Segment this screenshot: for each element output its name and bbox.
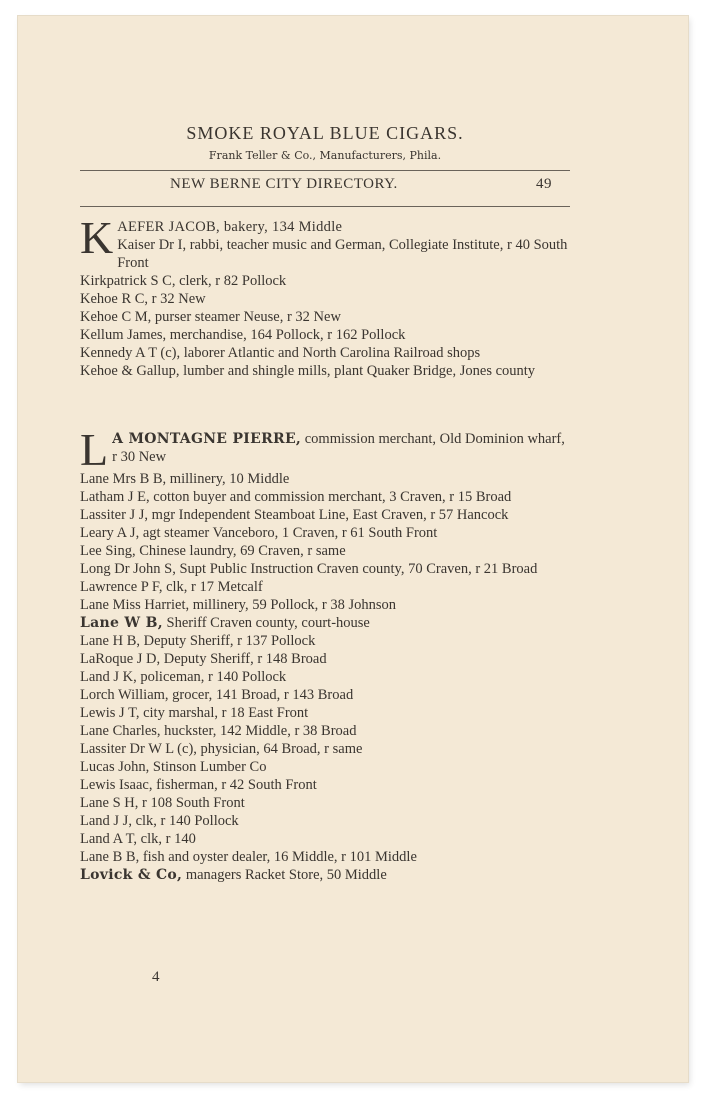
running-header — [80, 176, 570, 200]
list-item: Land J K, policeman, r 140 Pollock — [80, 669, 287, 685]
ad-subtitle: Frank Teller & Co., Manufacturers, Phila. — [208, 149, 442, 162]
list-item: Lawrence P F, clk, r 17 Metcalf — [80, 579, 263, 595]
header-rule-top — [80, 170, 570, 171]
list-item: Land A T, clk, r 140 — [80, 831, 196, 847]
ad-title: SMOKE ROYAL BLUE CIGARS. — [186, 123, 464, 143]
list-item: Latham J E, cotton buyer and commission merchant, 3 Craven, r 15 Broad — [80, 489, 512, 505]
list-item-bold: Lane W B, Sheriff Craven county, court-house — [80, 615, 370, 631]
list-item: Kirkpatrick S C, clerk, r 82 Pollock — [80, 273, 287, 289]
list-item: Lane H B, Deputy Sheriff, r 137 Pollock — [80, 633, 316, 649]
directory-page — [18, 16, 688, 1082]
list-item: Land J J, clk, r 140 Pollock — [80, 813, 239, 829]
list-item: Leary A J, agt steamer Vanceboro, 1 Craven, r 61 South Front — [80, 525, 438, 541]
section-l-entries-b — [80, 632, 570, 866]
list-item: Kellum James, merchandise, 164 Pollock, r 162 Pollock — [80, 327, 406, 343]
list-item: Long Dr John S, Supt Public Instruction Craven county, 70 Craven, r 21 Broad — [80, 561, 538, 577]
list-item: Lassiter Dr W L (c), physician, 64 Broad, r same — [80, 741, 363, 757]
list-item: Lassiter J J, mgr Independent Steamboat Line, East Craven, r 57 Hancock — [80, 507, 509, 523]
list-item-bold: Lovick & Co, managers Racket Store, 50 Middle — [80, 867, 387, 883]
page-number: 49 — [536, 176, 552, 192]
list-item: Lane Miss Harriet, millinery, 59 Pollock, r 38 Johnson — [80, 597, 397, 613]
entry-first-k: AEFER JACOB, bakery, 134 Middle — [117, 219, 343, 235]
list-item: Kehoe C M, purser steamer Neuse, r 32 New — [80, 309, 341, 325]
list-item: LaRoque J D, Deputy Sheriff, r 148 Broad — [80, 651, 327, 667]
entry-first-l: A MONTAGNE PIERRE, commission merchant, Old Dominion wharf, r 30 New — [112, 431, 565, 465]
list-item: Kehoe R C, r 32 New — [80, 291, 206, 307]
section-l-entries-a — [80, 470, 570, 614]
signature-mark: 4 — [152, 969, 160, 985]
list-item: Lane S H, r 108 South Front — [80, 795, 245, 811]
list-item: Kaiser Dr I, rabbi, teacher music and German, Collegiate Institute, r 40 South Front — [117, 237, 568, 271]
list-item: Lewis Isaac, fisherman, r 42 South Front — [80, 777, 317, 793]
list-item: Lee Sing, Chinese laundry, 69 Craven, r same — [80, 543, 346, 559]
section-l — [80, 424, 570, 884]
header-title: NEW BERNE CITY DIRECTORY. — [170, 176, 398, 192]
list-item: Kennedy A T (c), laborer Atlantic and North Carolina Railroad shops — [80, 345, 481, 361]
dropcap-k: K — [80, 212, 114, 263]
list-item: Kehoe & Gallup, lumber and shingle mills, plant Quaker Bridge, Jones county — [80, 363, 536, 379]
list-item: Lorch William, grocer, 141 Broad, r 143 Broad — [80, 687, 354, 703]
list-item: Lewis J T, city marshal, r 18 East Front — [80, 705, 309, 721]
dropcap-l: L — [80, 424, 109, 475]
list-item: Lane B B, fish and oyster dealer, 16 Middle, r 101 Middle — [80, 849, 417, 865]
section-k — [80, 212, 570, 380]
list-item: Lane Charles, huckster, 142 Middle, r 38 Broad — [80, 723, 357, 739]
list-item: Lane Mrs B B, millinery, 10 Middle — [80, 471, 290, 487]
list-item: Lucas John, Stinson Lumber Co — [80, 759, 267, 775]
section-k-entries — [80, 272, 570, 380]
header-rule-bottom — [80, 206, 570, 207]
